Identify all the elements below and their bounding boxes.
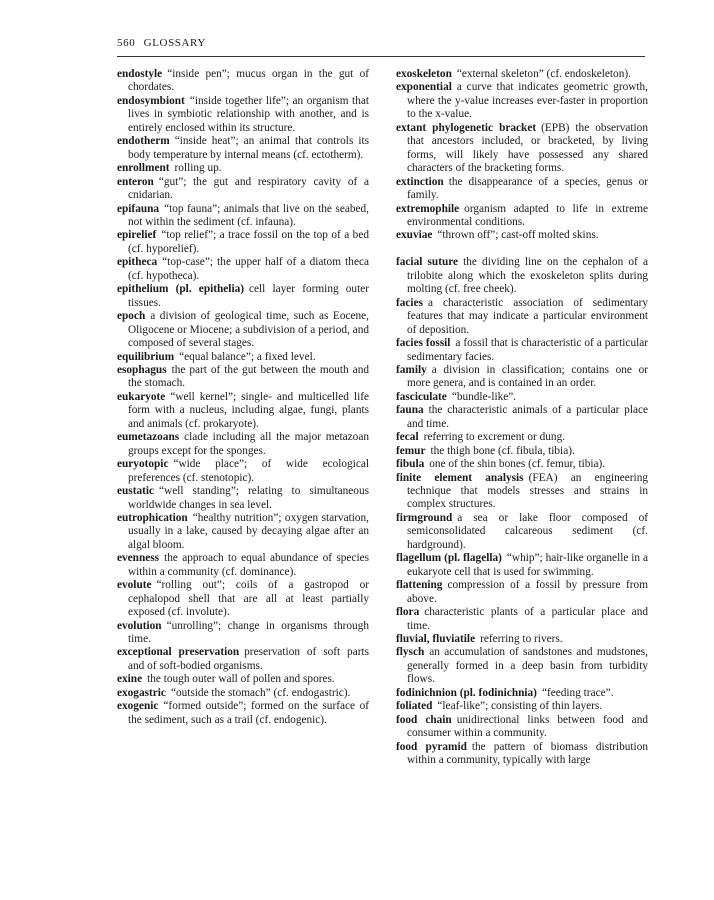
glossary-definition: “leaf-like”; consisting of thin layers. — [437, 700, 603, 713]
glossary-definition: “bundle-like”. — [451, 390, 517, 403]
glossary-entry — [396, 203, 648, 230]
glossary-term: evenness — [117, 552, 160, 565]
glossary-term: exuviae — [396, 229, 433, 242]
glossary-term: food pyramid — [396, 740, 467, 753]
glossary-entry — [396, 512, 648, 552]
glossary-term: esophagus — [117, 363, 167, 376]
glossary-term: epitheca — [117, 256, 158, 269]
glossary-entry — [117, 579, 369, 619]
glossary-term: flora — [396, 606, 420, 619]
glossary-entry — [117, 135, 369, 162]
glossary-definition: compression of a fossil by pressure from above. — [407, 579, 648, 605]
glossary-term: fecal — [396, 431, 419, 444]
left-column — [117, 68, 369, 727]
glossary-entry — [396, 472, 648, 512]
glossary-term: equilibrium — [117, 350, 175, 363]
glossary-definition: “well standing”; relating to simultaneous worldwide changes in sea level. — [128, 485, 369, 511]
glossary-term: epithelium (pl. epithelia) — [117, 283, 244, 296]
glossary-term: firmground — [396, 511, 453, 524]
glossary-entry — [117, 646, 369, 673]
glossary-definition: “equal balance”; a fixed level. — [179, 350, 316, 363]
page-number: 560 — [117, 37, 136, 49]
glossary-definition: “feeding trace”. — [541, 686, 614, 699]
glossary-definition: clade including all the major metazoan groups except for the sponges. — [128, 431, 369, 457]
glossary-definition: a characteristic association of sedimentary features that may indicate a particular environment of deposition. — [407, 296, 648, 336]
glossary-entry — [117, 162, 369, 175]
glossary-definition: the part of the gut between the mouth and the stomach. — [128, 363, 369, 390]
glossary-definition: “thrown off”; cast-off molted skins. — [437, 229, 599, 242]
glossary-definition: a fossil that is characteristic of a particular sedimentary facies. — [407, 337, 649, 363]
glossary-definition: “top fauna”; animals that live on the seabed, not within the sediment (cf. infauna). — [128, 202, 369, 228]
glossary-entry — [117, 512, 369, 552]
glossary-definition: “healthy nutrition”; oxygen starvation, usually in a lake, caused by decaying algae after an algal bloom. — [128, 511, 369, 551]
glossary-term: endosymbiont — [117, 94, 185, 107]
glossary-definition: (EPB) the observation that ancestors included, or bracketed, by living forms, will likely have possessed any shared characters of the bracketing forms. — [407, 121, 648, 175]
glossary-term: food chain — [396, 713, 452, 726]
glossary-entry — [117, 68, 369, 95]
glossary-term: exine — [117, 673, 143, 686]
glossary-term: evolution — [117, 619, 162, 632]
glossary-entry — [117, 431, 369, 458]
glossary-term: epifauna — [117, 202, 160, 215]
glossary-entry — [396, 646, 648, 686]
glossary-entry — [396, 579, 648, 606]
glossary-term: fodinichnion (pl. fodinichnia) — [396, 686, 537, 699]
glossary-definition: the thigh bone (cf. fibula, tibia). — [430, 444, 575, 457]
glossary-definition: the disappearance of a species, genus or family. — [407, 175, 648, 202]
glossary-term: flysch — [396, 646, 425, 659]
glossary-term: fasciculate — [396, 390, 447, 403]
glossary-term: facies fossil — [396, 337, 451, 350]
glossary-entry — [396, 297, 648, 337]
glossary-entry — [117, 620, 369, 647]
glossary-term: facies — [396, 296, 423, 309]
glossary-entry — [396, 633, 648, 646]
glossary-definition: referring to rivers. — [480, 633, 563, 646]
glossary-term: euryotopic — [117, 458, 169, 471]
glossary-definition: “external skeleton” (cf. endoskeleton). — [456, 68, 631, 80]
glossary-entry — [117, 673, 369, 686]
glossary-entry — [117, 485, 369, 512]
glossary-definition: a sea or lake floor composed of semiconsolidated calcareous sediment (cf. hardground). — [407, 511, 648, 551]
glossary-entry — [396, 229, 648, 242]
glossary-entry — [396, 176, 648, 203]
glossary-definition: organism adapted to life in extreme environmental conditions. — [407, 202, 648, 228]
glossary-definition: rolling up. — [174, 162, 222, 175]
glossary-term: foliated — [396, 700, 433, 713]
glossary-entry — [117, 310, 369, 350]
glossary-definition: the pattern of biomass distribution within a community, typically with large — [407, 740, 648, 767]
glossary-entry — [117, 458, 369, 485]
glossary-definition: an accumulation of sandstones and mudstones, generally formed in a deep basin from turbidity flows. — [407, 646, 648, 686]
glossary-term: eumetazoans — [117, 431, 180, 444]
glossary-definition: (FEA) an engineering technique that models stresses and strains in complex structures. — [407, 471, 648, 511]
glossary-definition: “unrolling”; change in organisms through time. — [128, 619, 369, 646]
glossary-entry — [396, 337, 648, 364]
glossary-term: epoch — [117, 310, 146, 323]
glossary-entry — [396, 404, 648, 431]
glossary-term: fauna — [396, 404, 424, 417]
glossary-term: extant phylogenetic bracket — [396, 121, 537, 134]
glossary-term: eustatic — [117, 485, 155, 498]
glossary-entry — [117, 687, 369, 700]
glossary-term: extinction — [396, 175, 444, 188]
running-head — [117, 37, 645, 49]
glossary-term: endostyle — [117, 68, 163, 80]
glossary-term: fluvial, fluviatile — [396, 633, 476, 646]
glossary-definition: a division in classification; contains one or more genera, and is contained in an order. — [407, 363, 648, 390]
glossary-term: eutrophication — [117, 511, 188, 524]
right-column — [396, 68, 648, 768]
glossary-definition: the approach to equal abundance of species within a community (cf. dominance). — [128, 552, 369, 578]
glossary-definition: the tough outer wall of pollen and spores. — [147, 673, 335, 686]
glossary-definition: unidirectional links between food and consumer within a community. — [407, 713, 648, 740]
glossary-entry — [117, 95, 369, 135]
glossary-definition: “gut”; the gut and respiratory cavity of a cnidarian. — [128, 175, 369, 202]
glossary-definition: preservation of soft parts and of soft-bodied organisms. — [128, 646, 370, 672]
glossary-entry — [117, 229, 369, 256]
glossary-term: epirelief — [117, 229, 157, 242]
glossary-term: flagellum (pl. flagella) — [396, 552, 502, 565]
glossary-term: finite element analysis — [396, 471, 524, 484]
glossary-entry — [117, 203, 369, 230]
glossary-term: exogastric — [117, 686, 166, 699]
glossary-term: endotherm — [117, 135, 170, 148]
glossary-definition: a division of geological time, such as Eocene, Oligocene or Miocene; a subdivision of a period, and composed of several stages. — [128, 310, 369, 350]
glossary-definition: the dividing line on the cephalon of a trilobite along which the exoskeleton splits during molting (cf. free cheek). — [407, 256, 648, 296]
glossary-entry — [117, 391, 369, 431]
glossary-entry — [117, 700, 369, 727]
glossary-definition: “whip”; hair-like organelle in a eukaryote cell that is used for swimming. — [407, 552, 648, 578]
glossary-entry — [396, 81, 648, 121]
glossary-entry — [396, 431, 648, 444]
glossary-definition: one of the shin bones (cf. femur, tibia). — [429, 458, 606, 471]
glossary-term: enteron — [117, 175, 154, 188]
glossary-definition: characteristic plants of a particular place and time. — [407, 606, 648, 632]
section-title: GLOSSARY — [143, 37, 206, 49]
letter-section-gap — [396, 243, 648, 256]
glossary-term: exceptional preservation — [117, 646, 240, 659]
glossary-entry — [396, 445, 648, 458]
glossary-term: fibula — [396, 458, 425, 471]
header-rule — [117, 56, 645, 57]
glossary-entry — [117, 256, 369, 283]
glossary-entry — [396, 700, 648, 713]
glossary-definition: referring to excrement or dung. — [423, 431, 566, 444]
glossary-definition: the characteristic animals of a particular place and time. — [407, 404, 648, 430]
glossary-definition: “inside heat”; an animal that controls its body temperature by internal means (cf. ectotherm). — [128, 135, 369, 161]
glossary-entry — [396, 552, 648, 579]
glossary-entry — [117, 552, 369, 579]
glossary-definition: “inside together life”; an organism that lives in symbiotic relationship with another, and is entirely enclosed within its structure. — [128, 94, 369, 134]
glossary-entry — [117, 283, 369, 310]
glossary-term: exogenic — [117, 700, 159, 713]
glossary-definition: “formed outside”; formed on the surface of the sediment, such as a trail (cf. endogenic). — [128, 700, 369, 726]
glossary-term: enrollment — [117, 162, 170, 175]
glossary-entry — [396, 391, 648, 404]
glossary-definition: “top relief”; a trace fossil on the top of a bed (cf. hyporelief). — [128, 229, 369, 255]
glossary-definition: “outside the stomach” (cf. endogastric). — [170, 686, 351, 699]
glossary-term: eukaryote — [117, 390, 166, 403]
glossary-entry — [396, 606, 648, 633]
glossary-entry — [396, 256, 648, 296]
glossary-definition: a curve that indicates geometric growth, where the y-value increases ever-faster in proportion to the x-value. — [407, 81, 648, 121]
glossary-entry — [396, 687, 648, 700]
glossary-entry — [396, 364, 648, 391]
glossary-term: exponential — [396, 81, 452, 94]
glossary-entry — [117, 364, 369, 391]
glossary-term: facial suture — [396, 256, 459, 269]
glossary-definition: cell layer forming outer tissues. — [128, 283, 369, 309]
glossary-entry — [396, 714, 648, 741]
glossary-definition: “top-case”; the upper half of a diatom theca (cf. hypotheca). — [128, 256, 369, 282]
glossary-term: femur — [396, 444, 426, 457]
glossary-definition: “wide place”; of wide ecological preferences (cf. stenotopic). — [128, 458, 369, 484]
glossary-term: flattening — [396, 579, 443, 592]
glossary-term: extremophile — [396, 202, 460, 215]
glossary-definition: “inside pen”; mucus organ in the gut of chordates. — [128, 68, 369, 94]
glossary-definition: “rolling out”; coils of a gastropod or cephalopod shell that are all at least partially exposed (cf. involute). — [128, 579, 369, 619]
glossary-entry — [117, 351, 369, 364]
glossary-term: family — [396, 363, 427, 376]
glossary-entry — [396, 741, 648, 768]
glossary-term: evolute — [117, 579, 152, 592]
glossary-term: exoskeleton — [396, 68, 452, 80]
glossary-definition: “well kernel”; single- and multicelled life form with a nucleus, including algae, fungi, plants and animals (cf. prokaryote). — [128, 390, 369, 430]
glossary-entry — [396, 458, 648, 471]
glossary-entry — [396, 122, 648, 176]
glossary-entry — [117, 176, 369, 203]
glossary-entry — [396, 68, 648, 81]
